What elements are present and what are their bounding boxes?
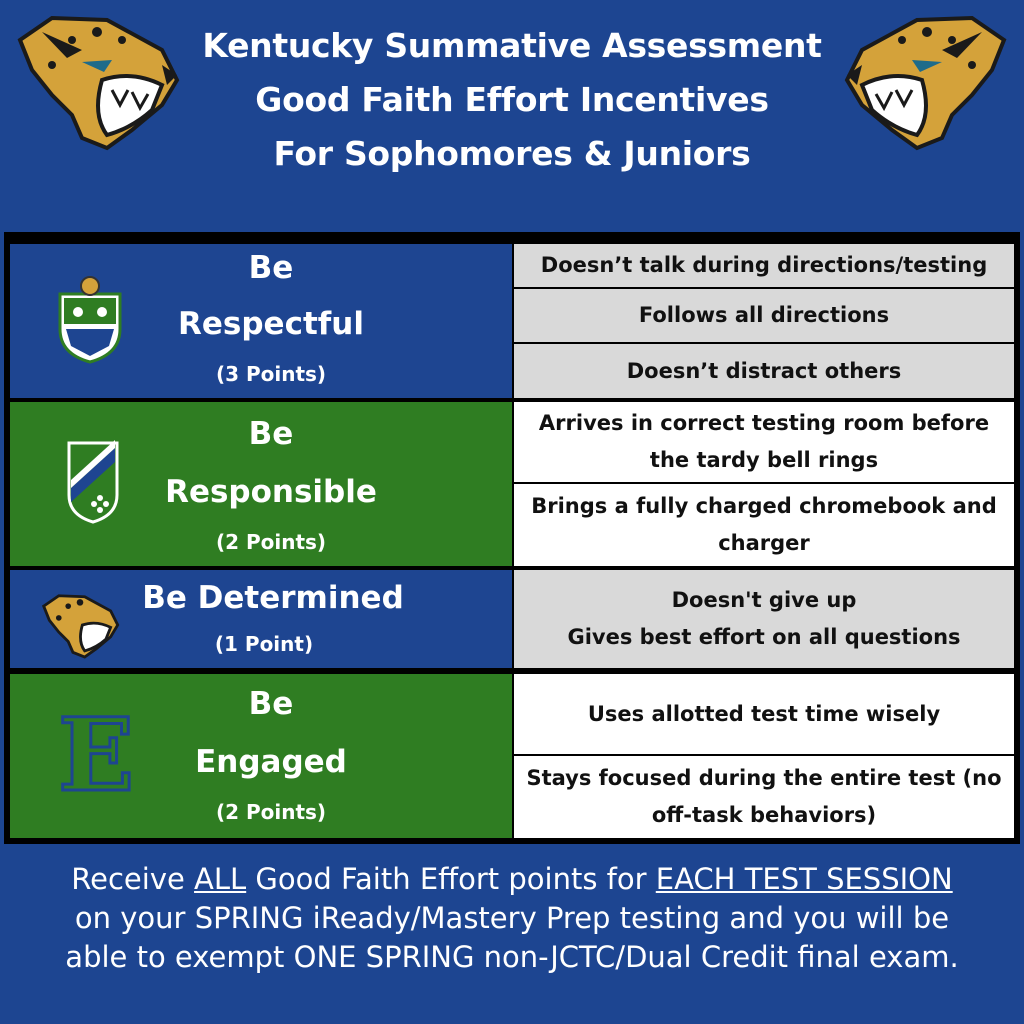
title-line-2: Good Faith Effort Incentives (255, 80, 769, 119)
jaguar-head-icon (842, 10, 1012, 150)
criteria-item: Arrives in correct testing room before the tardy bell rings (514, 402, 1014, 482)
category-points: (2 Points) (215, 530, 327, 554)
criteria-list (514, 674, 1014, 838)
footer-line-2: on your SPRING iReady/Mastery Prep testing and you will be (74, 901, 950, 935)
footer-note (0, 858, 1024, 1024)
criteria-list (514, 244, 1014, 398)
criteria-line: Doesn't give up (671, 588, 857, 612)
criteria-list (514, 402, 1014, 566)
footer-emphasis-all: ALL (194, 862, 247, 896)
category-label-line1: Be (248, 250, 294, 286)
criteria-list (514, 570, 1014, 668)
category-points: (3 Points) (215, 362, 327, 386)
jaguar-head-icon (38, 592, 122, 658)
title-line-1: Kentucky Summative Assessment (202, 26, 822, 65)
category-points: (2 Points) (215, 800, 327, 824)
category-cell (10, 570, 512, 668)
title-line-3: For Sophomores & Juniors (273, 134, 751, 173)
category-cell (10, 402, 512, 566)
category-label-line2: Engaged (195, 744, 347, 780)
row-respectful (10, 244, 1014, 398)
row-engaged (10, 674, 1014, 838)
footer-text: Receive (71, 862, 195, 896)
footer-emphasis-session: EACH TEST SESSION (655, 862, 953, 896)
footer-line-1 (0, 860, 1024, 899)
criteria-item: Doesn’t distract others (514, 344, 1014, 398)
category-cell (10, 674, 512, 838)
incentives-table (4, 232, 1020, 844)
criteria-item: Uses allotted test time wisely (514, 674, 1014, 754)
row-determined (10, 570, 1014, 668)
category-label-line1: Be (248, 416, 294, 452)
criteria-item (514, 570, 1014, 668)
header (0, 0, 1024, 225)
footer-line-3: able to exempt ONE SPRING non-JCTC/Dual Credit final exam. (65, 940, 959, 974)
category-label-line2: Respectful (178, 306, 364, 342)
footer-text: Good Faith Effort points for (246, 862, 656, 896)
svg-text:E: E (58, 696, 135, 814)
criteria-item: Doesn’t talk during directions/testing (514, 244, 1014, 287)
row-responsible (10, 402, 1014, 566)
criteria-line: Gives best effort on all questions (567, 625, 961, 649)
criteria-item: Stays focused during the entire test (no off-task behaviors) (514, 756, 1014, 838)
category-label-line2: Responsible (165, 474, 377, 510)
category-points: (1 Point) (214, 632, 314, 656)
category-label-line1: Be (248, 686, 294, 722)
category-cell (10, 244, 512, 398)
category-label-line1: Be Determined (142, 580, 404, 616)
criteria-item: Follows all directions (514, 289, 1014, 342)
criteria-item: Brings a fully charged chromebook and charger (514, 484, 1014, 566)
